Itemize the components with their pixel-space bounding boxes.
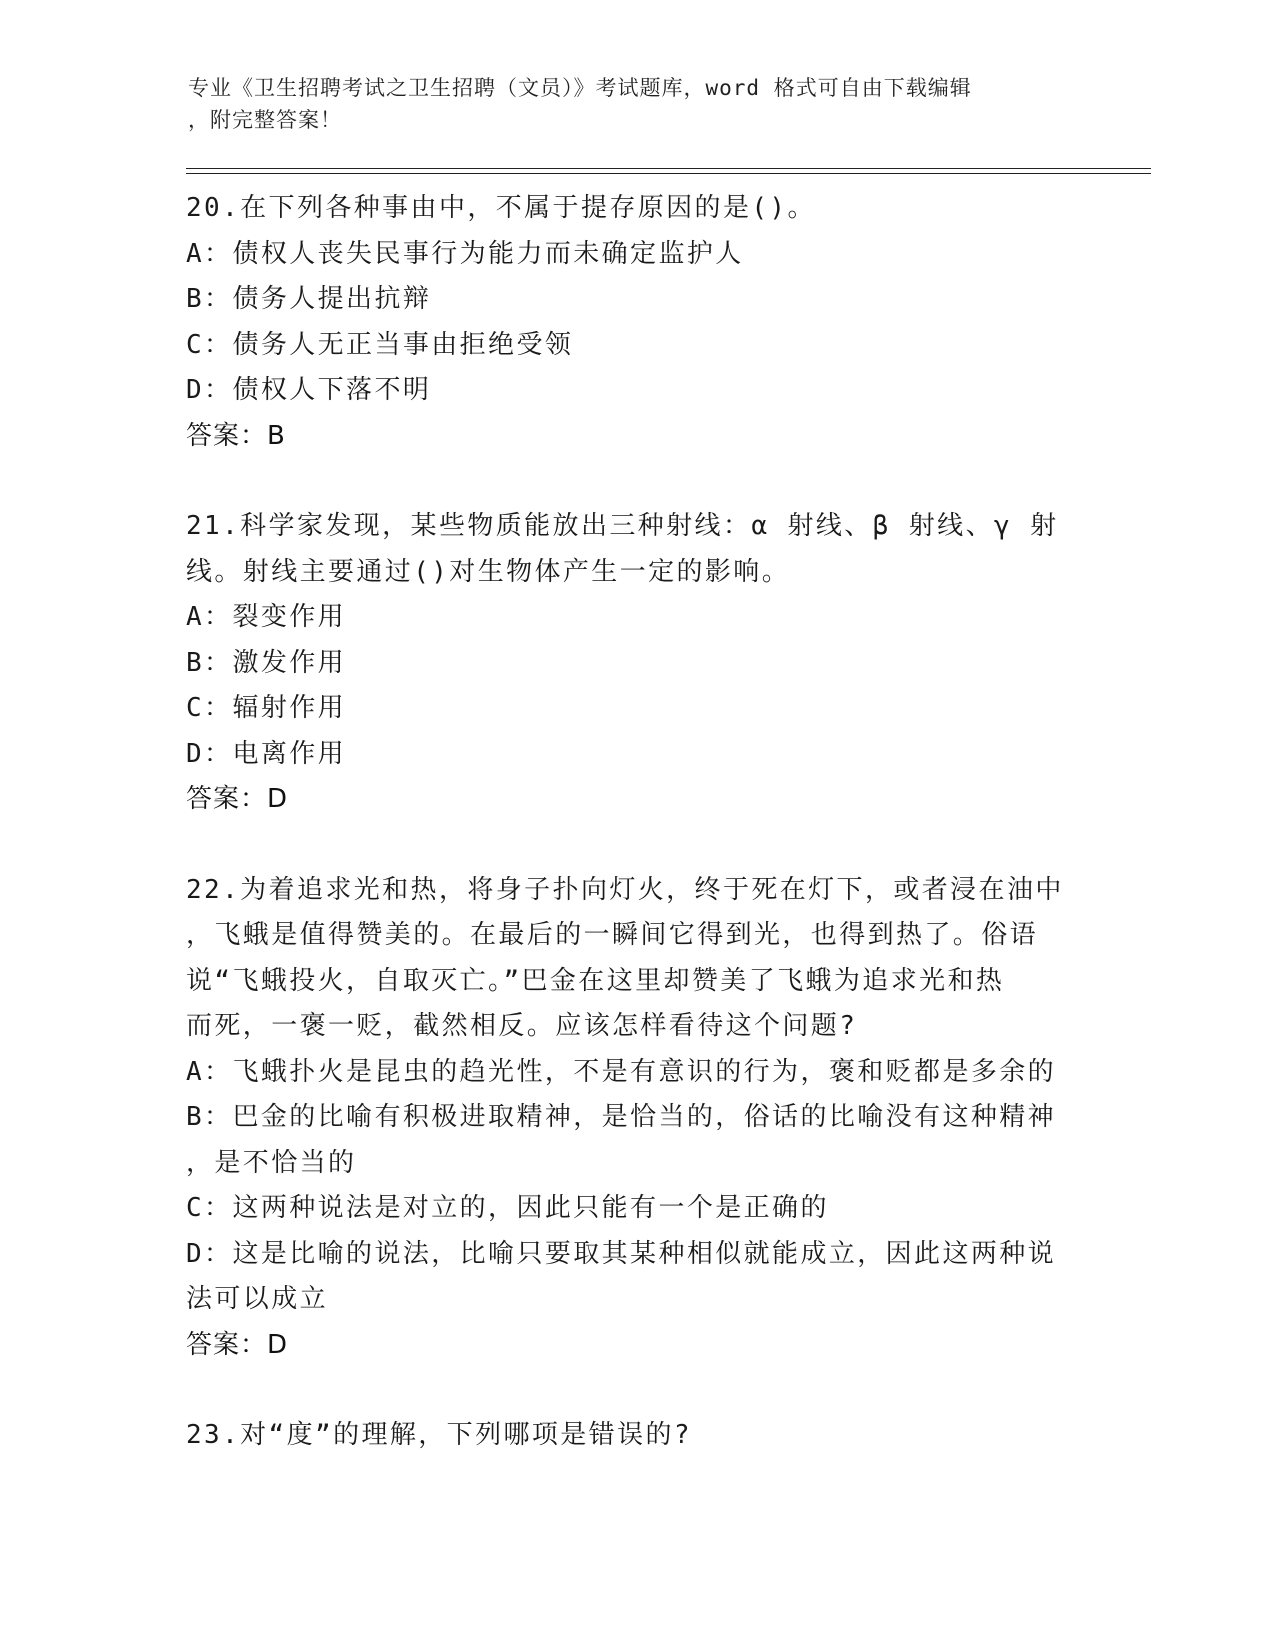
header-rule-bottom: [186, 173, 1151, 174]
document-header: [188, 72, 1068, 136]
question-23: [186, 1413, 1086, 1459]
option-d: D：债权人下落不明: [186, 375, 432, 405]
option-c: C：辐射作用: [186, 693, 347, 723]
answer: 答案：B: [186, 420, 286, 451]
question-stem: ，飞蛾是值得赞美的。在最后的一瞬间它得到光，也得到热了。俗语: [186, 920, 1039, 950]
option-a: A：裂变作用: [186, 602, 347, 632]
option-d: D：电离作用: [186, 738, 347, 769]
question-stem: 而死，一褒一贬，截然相反。应该怎样看待这个问题?: [186, 1011, 858, 1041]
option-c: C：债务人无正当事由拒绝受领: [186, 329, 574, 360]
answer: 答案：D: [186, 1329, 289, 1360]
question-22: [186, 868, 1086, 1369]
option-d: D：这是比喻的说法，比喻只要取其某种相似就能成立，因此这两种说: [186, 1238, 1057, 1269]
option-c: C：这两种说法是对立的，因此只能有一个是正确的: [186, 1193, 829, 1223]
question-21: [186, 504, 1086, 823]
header-line-2: ，附完整答案！: [188, 108, 342, 132]
question-stem: 20.在下列各种事由中，不属于提存原因的是()。: [186, 193, 816, 223]
option-b-continued: ，是不恰当的: [186, 1147, 357, 1178]
header-line-1: 专业《卫生招聘考试之卫生招聘（文员）》考试题库，word 格式可自由下载编辑: [188, 76, 972, 100]
option-b: B：巴金的比喻有积极进取精神，是恰当的，俗话的比喻没有这种精神: [186, 1102, 1057, 1132]
question-stem: 线。射线主要通过()对生物体产生一定的影响。: [186, 556, 791, 587]
question-stem: 21.科学家发现，某些物质能放出三种射线：α 射线、β 射线、γ 射: [186, 511, 1059, 541]
question-stem: 说“飞蛾投火，自取灭亡。”巴金在这里却赞美了飞蛾为追求光和热: [186, 965, 1005, 996]
header-rule-top: [186, 168, 1151, 169]
option-b: B：激发作用: [186, 647, 347, 678]
option-d-continued: 法可以成立: [186, 1284, 329, 1314]
option-a: A：飞蛾扑火是昆虫的趋光性，不是有意识的行为，褒和贬都是多余的: [186, 1056, 1057, 1087]
answer: 答案：D: [186, 784, 289, 814]
question-20: [186, 186, 1086, 459]
question-stem: 22.为着追求光和热，将身子扑向灯火，终于死在灯下，或者浸在油中: [186, 874, 1064, 905]
option-a: A：债权人丧失民事行为能力而未确定监护人: [186, 238, 744, 269]
question-list: [186, 186, 1086, 1459]
question-stem: 23.对“度”的理解，下列哪项是错误的?: [186, 1420, 692, 1450]
option-b: B：债务人提出抗辩: [186, 284, 432, 314]
